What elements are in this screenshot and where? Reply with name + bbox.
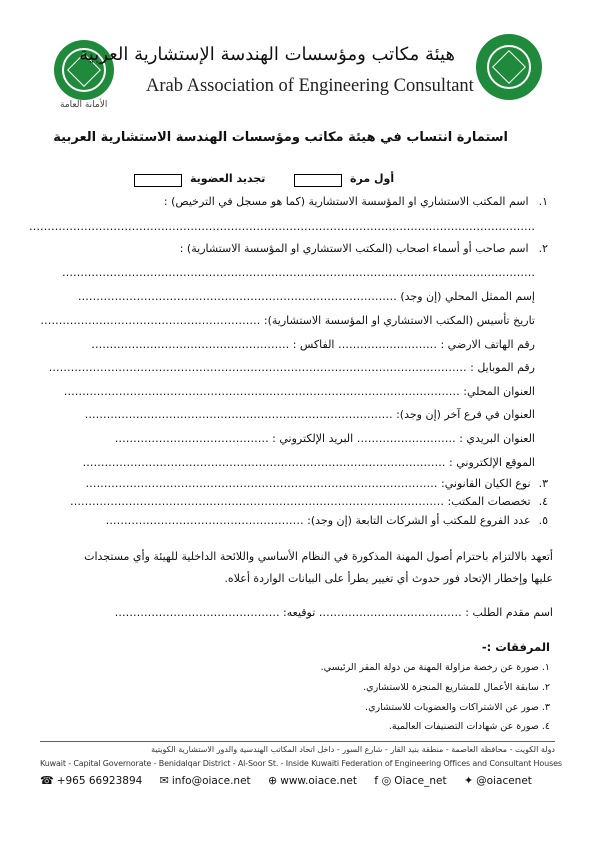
footer-email[interactable]: ✉ info@oiace.net: [159, 774, 251, 787]
form-line[interactable]: العنوان البريدي : ……………………… البريد الإلكتروني : ……………………………………: [114, 432, 535, 445]
form-line[interactable]: ٥.عدد الفروع للمكتب أو الشركات التابعة (إن وجد): ………………………………………………: [105, 514, 548, 527]
option-renew-label: تجديد العضوية: [190, 172, 266, 185]
phone-icon: ☎: [40, 774, 54, 787]
attachments-title: المرفقات :-: [481, 640, 550, 654]
org-name-english: Arab Association of Engineering Consultant: [146, 76, 474, 96]
form-line[interactable]: إسم الممثل المحلي (إن وجد) ……………………………………………………………………………: [77, 290, 535, 303]
form-line[interactable]: ٣.نوع الكيان القانوني: ……………………………………………………………………………………: [85, 477, 548, 490]
form-line[interactable]: …………………………………………………………………………………………………………………: [62, 266, 535, 279]
form-line[interactable]: الموقع الإلكتروني : ………………………………………………………………………………………: [82, 456, 535, 469]
right-logo-emblem-icon: [487, 45, 531, 89]
email-icon: ✉: [159, 774, 169, 787]
footer-phone[interactable]: ☎ +965 66923894: [40, 774, 143, 787]
footer-divider: [40, 741, 555, 742]
option-first-label: أول مرة: [350, 172, 395, 185]
pledge-text-line-1: أتعهد بالالتزام باحترام أصول المهنة المذكورة في النظام الأساسي واللائحة الداخلية للهيئة وأي مستجدات: [84, 550, 553, 563]
form-line[interactable]: العنوان في فرع آخر (إن وجد): …………………………………………………………………………: [84, 408, 535, 421]
form-title: استمارة انتساب في هيئة مكاتب ومؤسسات الهندسة الاستشارية العربية: [53, 130, 508, 145]
form-line[interactable]: …………………………………………………………………………………………………………………………: [29, 220, 535, 233]
form-line[interactable]: ٢.اسم صاحب أو أسماء اصحاب (المكتب الاستشاري او المؤسسة الاستشارية) :: [179, 242, 548, 255]
option-first-checkbox[interactable]: [294, 174, 342, 187]
attachment-item: ٢. سابقة الأعمال للمشاريع المنجزة للاستشاري.: [363, 682, 550, 693]
form-line[interactable]: رقم الهاتف الارضي : ……………………… الفاكس : ………………………………………………: [91, 338, 535, 351]
option-renew-checkbox[interactable]: [134, 174, 182, 187]
signature-line[interactable]: اسم مقدم الطلب : ………………………………… توقيعه: ………………………………………: [114, 606, 553, 619]
right-logo-seal: [476, 34, 542, 100]
attachment-item: ٤. صورة عن شهادات التصنيفات العالمية.: [388, 721, 550, 732]
org-name-arabic: هيئة مكاتب ومؤسسات الهندسة الإستشارية العربية: [79, 44, 455, 65]
left-logo-caption: الأمانة العامة: [60, 100, 108, 110]
option-first-time: [350, 172, 394, 185]
footer-social[interactable]: f ◎ Oiace_net: [374, 774, 447, 787]
footer-address-arabic: دولة الكويت - محافظة العاصمة - منطقة بنيد القار - شارع السور - داخل اتحاد المكاتب الهندسية والدور الاستشارية الكويتية: [151, 745, 555, 754]
form-line[interactable]: ١.اسم المكتب الاستشاري او المؤسسة الاستشارية (كما هو مسجل في الترخيص) :: [163, 195, 548, 208]
globe-icon: ⊕: [268, 774, 278, 787]
pledge-text-line-2: عليها وإخطار الإتحاد فور حدوث أي تغيير يطرأ على البيانات الواردة أعلاه.: [224, 572, 553, 585]
option-renew: [190, 172, 265, 185]
footer-address-english: Kuwait - Capital Governorate - Benidalqar District - Al-Soor St. - Inside Kuwaiti Federation of Engineering Offices and Consultant Houses: [40, 759, 562, 768]
footer-twitter[interactable]: ✦ @oiacenet: [463, 774, 532, 787]
form-line[interactable]: ٤.تخصصات المكتب: …………………………………………………………………………………………: [69, 495, 548, 508]
facebook-instagram-icon: f ◎: [374, 774, 392, 787]
form-line[interactable]: رقم الموبايل : ……………………………………………………………………………………………………: [48, 361, 535, 374]
footer-contacts: [40, 774, 560, 787]
footer-website[interactable]: ⊕ www.oiace.net: [268, 774, 357, 787]
attachment-item: ٣. صور عن الاشتراكات والعضويات للاستشاري.: [365, 702, 550, 713]
twitter-icon: ✦: [463, 774, 474, 787]
form-line[interactable]: العنوان المحلي: ………………………………………………………………………………………………: [63, 385, 535, 398]
form-line[interactable]: تاريخ تأسيس (المكتب الاستشاري او المؤسسة الاستشارية): ……………………………………………………: [40, 314, 535, 327]
attachment-item: ١. صورة عن رخصة مزاولة المهنة من دولة المقر الرئيسي.: [320, 662, 550, 673]
